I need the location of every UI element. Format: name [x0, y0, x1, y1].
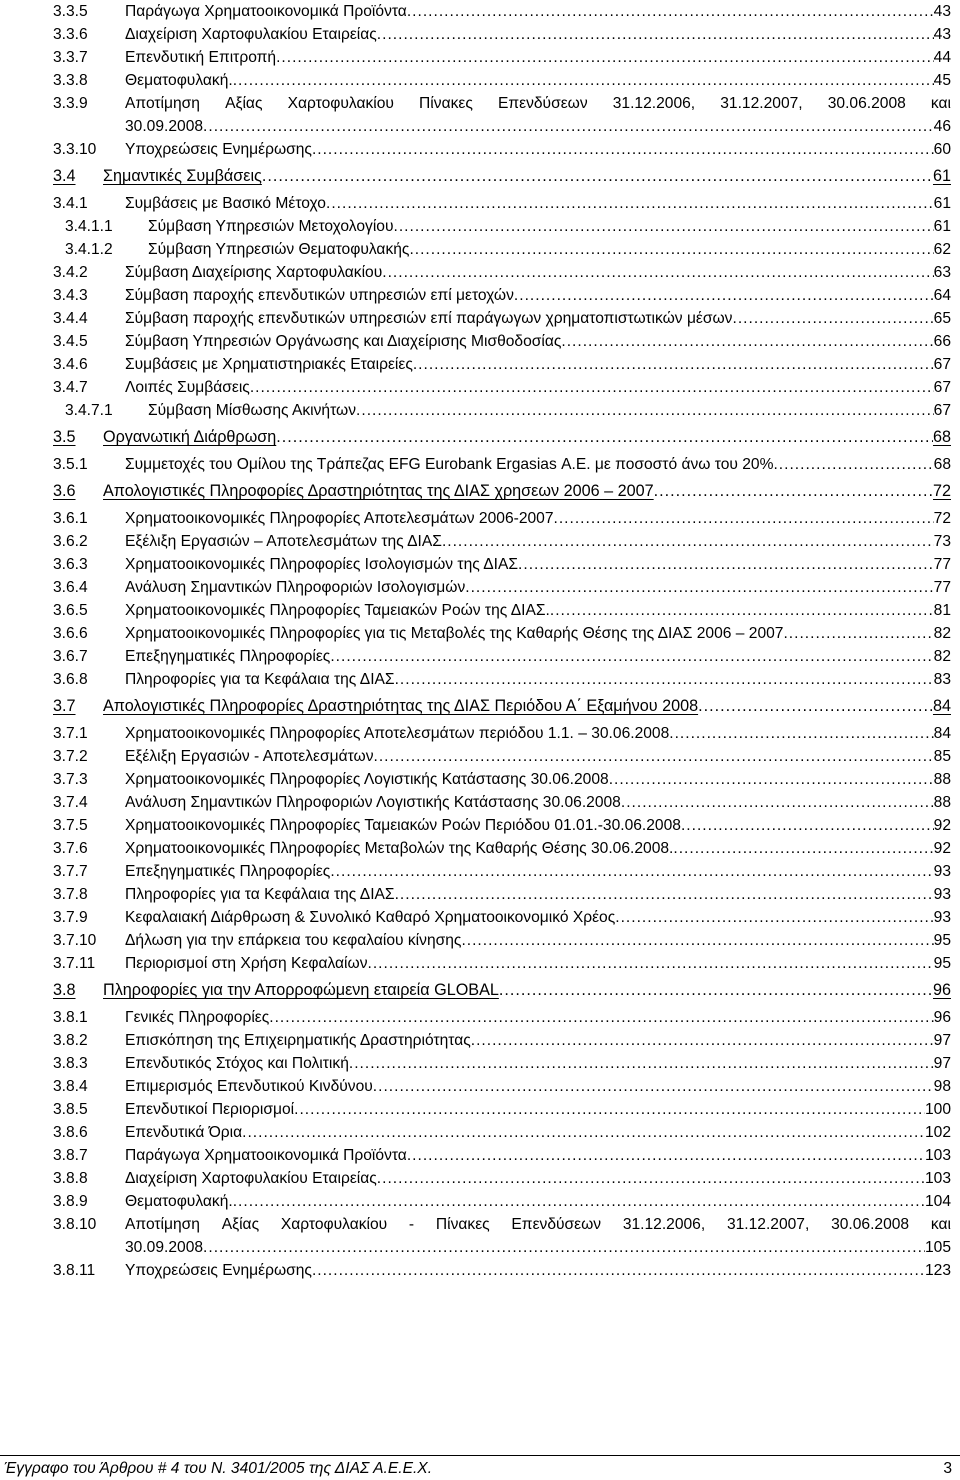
dot-leader [330, 860, 933, 883]
toc-entry[interactable] [0, 261, 960, 284]
toc-entry-title: Χρηματοοικονομικές Πληροφορίες Αποτελεσμάτων 2006-2007 [125, 510, 554, 527]
toc-entry[interactable] [0, 553, 960, 576]
dot-leader [356, 399, 934, 422]
footer-page-number: 3 [943, 1460, 952, 1477]
toc-entry-page: 85 [933, 748, 951, 765]
toc-entry-number: 3.4.5 [53, 333, 88, 350]
dot-leader [407, 0, 934, 23]
toc-entry[interactable] [0, 1167, 960, 1190]
dot-leader [681, 814, 934, 837]
toc-entry-number: 3.7.9 [53, 909, 88, 926]
toc-entry-number: 3.8.7 [53, 1147, 88, 1164]
toc-title-word: Αποτίμηση [125, 1216, 200, 1233]
toc-entry[interactable] [0, 215, 960, 238]
toc-entry-number: 3.8.11 [53, 1262, 96, 1279]
toc-entry[interactable] [0, 768, 960, 791]
toc-entry-title: Χρηματοοικονομικές Πληροφορίες για τις Μεταβολές της Καθαρής Θέσης της ΔΙΑΣ 2006 – 2007 [125, 625, 784, 642]
toc-entry[interactable] [0, 330, 960, 353]
toc-entry[interactable] [0, 814, 960, 837]
dot-leader [461, 929, 933, 952]
dot-leader [368, 952, 934, 975]
toc-entry-title: Συμβάσεις με Βασικό Μέτοχο [125, 195, 326, 212]
toc-entry-number: 3.5.1 [53, 456, 88, 473]
toc-entry-number: 3.8.4 [53, 1078, 88, 1095]
toc-entry-number: 3.4.1 [53, 195, 88, 212]
toc-title-word: - [408, 1216, 415, 1233]
toc-entry-number: 3.4.6 [53, 356, 88, 373]
toc-entry-page: 103 [924, 1170, 951, 1187]
toc-entry-page: 97 [933, 1032, 951, 1049]
toc-entry-page: 72 [932, 482, 951, 500]
dot-leader [294, 1098, 925, 1121]
toc-entry[interactable] [0, 1029, 960, 1052]
toc-entry[interactable] [0, 1259, 960, 1282]
dot-leader [621, 791, 934, 814]
toc-entry-page: 103 [924, 1147, 951, 1164]
toc-entry[interactable] [0, 530, 960, 553]
toc-entry-title: Υποχρεώσεις Ενημέρωσης [125, 141, 312, 158]
toc-entry-number: 3.7 [53, 697, 76, 715]
toc-entry[interactable] [0, 507, 960, 530]
toc-entry-title: Χρηματοοικονομικές Πληροφορίες Ταμειακών Ροών Περιόδου 01.01.-30.06.2008 [125, 817, 681, 834]
page-footer [0, 1458, 960, 1480]
toc-entry-page: 92 [933, 840, 951, 857]
footer-text: Έγγραφο του Άρθρου # 4 του Ν. 3401/2005 της ΔΙΑΣ Α.Ε.Ε.Χ. [4, 1460, 433, 1477]
dot-leader [413, 353, 934, 376]
dot-leader [349, 1052, 934, 1075]
toc-entry-number: 3.6.6 [53, 625, 88, 642]
toc-entry-number: 3.4.3 [53, 287, 88, 304]
toc-entry-number: 3.3.6 [53, 26, 88, 43]
toc-entry-page: 98 [933, 1078, 951, 1095]
toc-entry-title: Ανάλυση Σημαντικών Πληροφοριών Ισολογισμών [125, 579, 466, 596]
dot-leader [499, 979, 933, 1002]
toc-entry-page: 102 [924, 1124, 951, 1141]
toc-entry-number: 3.8.6 [53, 1124, 88, 1141]
toc-entry[interactable] [0, 399, 960, 422]
toc-entry[interactable] [0, 599, 960, 622]
toc-entry[interactable] [0, 92, 960, 138]
toc-entry-title: Χρηματοοικονομικές Πληροφορίες Μεταβολών της Καθαρής Θέσης 30.06.2008. [125, 840, 674, 857]
toc-entry-page: 105 [924, 1239, 951, 1256]
dot-leader [554, 507, 934, 530]
toc-entry-number: 3.4 [53, 167, 76, 185]
dot-leader [312, 1259, 925, 1282]
toc-entry-number: 3.7.3 [53, 771, 88, 788]
toc-entry-title: Σύμβαση Υπηρεσιών Οργάνωσης και Διαχείρισης Μισθοδοσίας [125, 333, 562, 350]
toc-entry[interactable] [0, 668, 960, 691]
toc-entry[interactable] [0, 23, 960, 46]
toc-entry-number: 3.6 [53, 482, 76, 500]
toc-entry-number: 3.7.8 [53, 886, 88, 903]
toc-entry-title: Επεξηγηματικές Πληροφορίες [125, 863, 331, 880]
toc-entry[interactable] [0, 695, 960, 718]
dot-leader [669, 722, 933, 745]
toc-entry[interactable] [0, 426, 960, 449]
toc-entry-number: 3.3.5 [53, 3, 88, 20]
toc-entry-page: 44 [933, 49, 951, 66]
dot-leader [373, 1075, 934, 1098]
toc-entry[interactable] [0, 353, 960, 376]
toc-entry-title: Διαχείριση Χαρτοφυλακίου Εταιρείας [125, 26, 377, 43]
toc-entry-page: 84 [933, 725, 951, 742]
toc-entry-title: Απολογιστικές Πληροφορίες Δραστηριότητας της ΔΙΑΣ χρησεων 2006 – 2007 [103, 482, 654, 500]
toc-entry-page: 84 [932, 697, 951, 715]
dot-leader [673, 837, 933, 860]
toc-entry-title: Θεματοφυλακή. [125, 1193, 233, 1210]
toc-entry-title: Σύμβαση Υπηρεσιών Θεματοφυλακής [148, 241, 410, 258]
toc-entry[interactable] [0, 453, 960, 476]
dot-leader [377, 1167, 925, 1190]
toc-entry-number: 3.6.8 [53, 671, 88, 688]
toc-entry[interactable] [0, 860, 960, 883]
toc-entry-page: 61 [933, 195, 951, 212]
toc-entry-number: 3.3.9 [53, 95, 88, 112]
toc-entry-number: 3.4.1.2 [65, 241, 113, 258]
dot-leader [242, 1121, 925, 1144]
toc-entry-title: Επενδυτικός Στόχος και Πολιτική [125, 1055, 349, 1072]
toc-entry-title: Επισκόπηση της Επιχειρηματικής Δραστηριότητας [125, 1032, 471, 1049]
toc-entry-title: 30.09.2008 [125, 1239, 204, 1256]
toc-entry-title: Υποχρεώσεις Ενημέρωσης [125, 1262, 312, 1279]
toc-entry-number: 3.7.7 [53, 863, 88, 880]
toc-entry-title: Διαχείριση Χαρτοφυλακίου Εταιρείας [125, 1170, 377, 1187]
toc-entry-page: 68 [932, 428, 951, 446]
toc-entry[interactable] [0, 284, 960, 307]
toc-entry[interactable] [0, 791, 960, 814]
toc-entry-page: 46 [933, 118, 951, 135]
toc-title-word: Αξίας [221, 1216, 260, 1233]
toc-entry-title: Χρηματοοικονομικές Πληροφορίες Λογιστικής Κατάστασης 30.06.2008 [125, 771, 609, 788]
dot-leader [276, 426, 933, 449]
toc-title-word: 31.12.2007, [720, 95, 803, 112]
dot-leader [374, 745, 934, 768]
toc-entry-page: 60 [933, 141, 951, 158]
dot-leader [276, 46, 934, 69]
toc-entry[interactable] [0, 376, 960, 399]
toc-entry-title: Παράγωγα Χρηματοοικονομικά Προϊόντα [125, 1147, 407, 1164]
toc-entry[interactable] [0, 480, 960, 503]
toc-title-word: Αξίας [225, 95, 263, 112]
toc-entry-page: 61 [933, 218, 951, 235]
toc-entry-title: Εξέλιξη Εργασιών - Αποτελεσμάτων [125, 748, 374, 765]
toc-entry-number: 3.7.10 [53, 932, 97, 949]
dot-leader [382, 261, 933, 284]
toc-entry-number: 3.6.4 [53, 579, 88, 596]
dot-leader [409, 238, 933, 261]
dot-leader [377, 23, 934, 46]
toc-entry-title: Επενδυτικά Όρια [125, 1124, 243, 1141]
toc-entry-page: 96 [932, 981, 951, 999]
toc-entry-page: 93 [933, 909, 951, 926]
toc-entry-number: 3.7.6 [53, 840, 88, 857]
dot-leader [442, 530, 934, 553]
toc-entry-number: 3.4.1.1 [65, 218, 113, 235]
toc-entry-page: 67 [933, 356, 951, 373]
dot-leader [654, 480, 933, 503]
toc-entry-page: 72 [933, 510, 951, 527]
dot-leader [407, 1144, 925, 1167]
toc-entry-title: Χρηματοοικονομικές Πληροφορίες Ισολογισμών της ΔΙΑΣ [125, 556, 519, 573]
toc-entry-title: Σημαντικές Συμβάσεις [103, 167, 262, 185]
toc-entry[interactable] [0, 192, 960, 215]
toc-entry-number: 3.7.4 [53, 794, 88, 811]
toc-title-word: Πίνακες [419, 95, 473, 112]
toc-title-word: και [930, 1216, 951, 1233]
toc-entry-page: 88 [933, 794, 951, 811]
dot-leader [783, 622, 933, 645]
toc-entry[interactable] [0, 576, 960, 599]
toc-title-word: και [930, 95, 951, 112]
toc-title-word: Αποτίμηση [125, 95, 200, 112]
toc-entry-number: 3.7.2 [53, 748, 88, 765]
toc-title-word: 31.12.2007, [726, 1216, 810, 1233]
toc-entry-page: 73 [933, 533, 951, 550]
toc-entry-page: 123 [924, 1262, 951, 1279]
toc-entry[interactable] [0, 1190, 960, 1213]
toc-entry-number: 3.8.1 [53, 1009, 88, 1026]
toc-entry-number: 3.7.5 [53, 817, 88, 834]
toc-title-word: Πίνακες [435, 1216, 490, 1233]
toc-entry-number: 3.4.2 [53, 264, 88, 281]
toc-entry-title: Κεφαλαιακή Διάρθρωση & Συνολικό Καθαρό Χρηματοοικονομικό Χρέος [125, 909, 616, 926]
dot-leader [518, 553, 934, 576]
toc-entry-number: 3.8.3 [53, 1055, 88, 1072]
dot-leader [262, 165, 933, 188]
toc-entry[interactable] [0, 722, 960, 745]
toc-entry[interactable] [0, 238, 960, 261]
toc-entry-page: 81 [933, 602, 951, 619]
toc-entry[interactable] [0, 883, 960, 906]
toc-entry-title: Συμμετοχές του Ομίλου της Τράπεζας EFG Eurobank Ergasias Α.Ε. με ποσοστό άνω του 20% [125, 456, 774, 473]
toc-entry[interactable] [0, 622, 960, 645]
toc-entry-page: 93 [933, 863, 951, 880]
toc-entry-page: 92 [933, 817, 951, 834]
toc-entry-page: 67 [933, 402, 951, 419]
toc-entry-title: Πληροφορίες για τα Κεφάλαια της ΔΙΑΣ [125, 671, 395, 688]
dot-leader [250, 376, 934, 399]
toc-entry-title: Χρηματοοικονομικές Πληροφορίες Αποτελεσμάτων περιόδου 1.1. – 30.06.2008 [125, 725, 670, 742]
toc-entry[interactable] [0, 1075, 960, 1098]
toc-entry-page: 45 [933, 72, 951, 89]
toc-entry-number: 3.7.11 [53, 955, 96, 972]
toc-entry-title: Πληροφορίες για την Απορροφώμενη εταιρεία GLOBAL [103, 981, 499, 999]
dot-leader [233, 1190, 925, 1213]
toc-entry-number: 3.3.7 [53, 49, 88, 66]
toc-entry-page: 82 [933, 625, 951, 642]
toc-entry-number: 3.8.5 [53, 1101, 88, 1118]
toc-entry-number: 3.3.10 [53, 141, 97, 158]
toc-entry[interactable] [0, 645, 960, 668]
toc-title-word: 31.12.2006, [622, 1216, 706, 1233]
toc-entry[interactable] [0, 906, 960, 929]
toc-entry-page: 93 [933, 886, 951, 903]
toc-entry-title: Επενδυτικοί Περιορισμοί [125, 1101, 295, 1118]
toc-title-word: 31.12.2006, [612, 95, 696, 112]
toc-entry-page: 67 [933, 379, 951, 396]
toc-entry[interactable] [0, 837, 960, 860]
toc-entry-number: 3.7.1 [53, 725, 88, 742]
dot-leader [330, 645, 933, 668]
toc-entry-page: 68 [933, 456, 951, 473]
toc-entry-number: 3.8 [53, 981, 76, 999]
toc-entry-title: Περιορισμοί στη Χρήση Κεφαλαίων [125, 955, 368, 972]
toc-entry-page: 43 [933, 3, 951, 20]
toc-entry-page: 77 [933, 556, 951, 573]
toc-entry-page: 82 [933, 648, 951, 665]
toc-entry-title: Συμβάσεις με Χρηματιστηριακές Εταιρείες [125, 356, 413, 373]
toc-entry-number: 3.6.7 [53, 648, 88, 665]
dot-leader [312, 138, 934, 161]
toc-entry-title: Σύμβαση Διαχείρισης Χαρτοφυλακίου [125, 264, 383, 281]
toc-entry[interactable] [0, 1098, 960, 1121]
toc-entry[interactable] [0, 1006, 960, 1029]
toc-entry-number: 3.4.4 [53, 310, 88, 327]
toc-entry-title: Επενδυτική Επιτροπή [125, 49, 277, 66]
toc-entry-page: 63 [933, 264, 951, 281]
toc-title-word: 30.06.2008 [831, 1216, 910, 1233]
toc-entry-title: Επιμερισμός Επενδυτικού Κινδύνου [125, 1078, 373, 1095]
dot-leader [471, 1029, 934, 1052]
toc-entry-page: 65 [933, 310, 951, 327]
toc-entry-title: Γενικές Πληροφορίες [125, 1009, 270, 1026]
toc-entry-title: Εξέλιξη Εργασιών – Αποτελεσμάτων της ΔΙΑΣ [125, 533, 442, 550]
toc-entry-page: 77 [933, 579, 951, 596]
toc-entry[interactable] [0, 952, 960, 975]
toc-entry-page: 95 [933, 932, 951, 949]
footer-divider [0, 1455, 960, 1456]
toc-entry-page: 64 [933, 287, 951, 304]
toc-entry-page: 61 [932, 167, 951, 185]
dot-leader [203, 115, 934, 138]
toc-entry-title: Σύμβαση παροχής επενδυτικών υπηρεσιών επί μετοχών [125, 287, 514, 304]
toc-entry-number: 3.6.5 [53, 602, 88, 619]
toc-entry-number: 3.5 [53, 428, 76, 446]
dot-leader [514, 284, 934, 307]
toc-entry-page: 88 [933, 771, 951, 788]
dot-leader [550, 599, 934, 622]
toc-entry-title-line1 [125, 92, 951, 115]
dot-leader [203, 1236, 925, 1259]
toc-title-word: 30.06.2008 [827, 95, 906, 112]
dot-leader [269, 1006, 933, 1029]
dot-leader [465, 576, 933, 599]
toc-entry-title: Οργανωτική Διάρθρωση [103, 428, 277, 446]
toc-entry-number: 3.3.8 [53, 72, 88, 89]
dot-leader [732, 307, 933, 330]
toc-entry[interactable] [0, 1121, 960, 1144]
toc-entry[interactable] [0, 165, 960, 188]
toc-entry-title: Λοιπές Συμβάσεις [125, 379, 250, 396]
toc-entry[interactable] [0, 1213, 960, 1259]
toc-title-word: Χαρτοφυλακίου [280, 1216, 388, 1233]
toc-title-word: Επενδύσεων [497, 95, 588, 112]
toc-entry-title: Θεματοφυλακή. [125, 72, 233, 89]
toc-entry-page: 96 [933, 1009, 951, 1026]
toc-entry-number: 3.8.2 [53, 1032, 88, 1049]
dot-leader [326, 192, 934, 215]
toc-entry-number: 3.8.8 [53, 1170, 88, 1187]
dot-leader [395, 883, 934, 906]
toc-title-word: Χαρτοφυλακίου [287, 95, 394, 112]
toc-entry[interactable] [0, 1144, 960, 1167]
toc-entry-page: 83 [933, 671, 951, 688]
dot-leader [395, 668, 934, 691]
toc-entry-number: 3.6.1 [53, 510, 88, 527]
toc-entry-title: Πληροφορίες για τα Κεφάλαια της ΔΙΑΣ [125, 886, 395, 903]
toc-entry-number: 3.4.7.1 [65, 402, 113, 419]
toc-entry-page: 95 [933, 955, 951, 972]
toc-entry-page: 66 [933, 333, 951, 350]
toc-entry-page: 104 [924, 1193, 951, 1210]
toc-entry-number: 3.8.9 [53, 1193, 88, 1210]
toc-entry-number: 3.4.7 [53, 379, 88, 396]
toc-title-word: Επενδύσεων [511, 1216, 602, 1233]
dot-leader [233, 69, 934, 92]
toc-entry-title: 30.09.2008 [125, 118, 204, 135]
toc-entry[interactable] [0, 745, 960, 768]
toc-entry-title: Χρηματοοικονομικές Πληροφορίες Ταμειακών Ροών της ΔΙΑΣ. [125, 602, 550, 619]
toc-entry[interactable] [0, 69, 960, 92]
toc-entry[interactable] [0, 979, 960, 1002]
toc-entry-title: Παράγωγα Χρηματοοικονομικά Προϊόντα [125, 3, 407, 20]
toc-entry-title: Σύμβαση Υπηρεσιών Μετοχολογίου [148, 218, 394, 235]
toc-entry-page: 100 [924, 1101, 951, 1118]
toc-entry[interactable] [0, 929, 960, 952]
toc-entry-page: 62 [933, 241, 951, 258]
dot-leader [698, 695, 933, 718]
toc-entry-title-line1 [125, 1213, 951, 1236]
toc-entry-title: Απολογιστικές Πληροφορίες Δραστηριότητας της ΔΙΑΣ Περιόδου Α΄ Εξαμήνου 2008 [103, 697, 699, 715]
toc-entry-title: Σύμβαση Μίσθωσης Ακινήτων [148, 402, 357, 419]
toc-entry[interactable] [0, 1052, 960, 1075]
toc-entry-title: Σύμβαση παροχής επενδυτικών υπηρεσιών επί παράγωγων χρηματοπιστωτικών μέσων [125, 310, 733, 327]
dot-leader [773, 453, 933, 476]
dot-leader [561, 330, 933, 353]
toc-entry-page: 43 [933, 26, 951, 43]
dot-leader [394, 215, 934, 238]
toc-entry[interactable] [0, 46, 960, 69]
dot-leader [615, 906, 933, 929]
toc-entry[interactable] [0, 307, 960, 330]
toc-entry-title: Επεξηγηματικές Πληροφορίες [125, 648, 331, 665]
toc-entry-number: 3.6.3 [53, 556, 88, 573]
toc-entry-title: Δήλωση για την επάρκεια του κεφαλαίου κίνησης [125, 932, 462, 949]
dot-leader [609, 768, 934, 791]
toc-entry-number: 3.8.10 [53, 1216, 97, 1233]
toc-entry[interactable] [0, 138, 960, 161]
toc-entry-number: 3.6.2 [53, 533, 88, 550]
toc-entry-title: Ανάλυση Σημαντικών Πληροφοριών Λογιστικής Κατάστασης 30.06.2008 [125, 794, 621, 811]
toc-entry[interactable] [0, 0, 960, 23]
toc-entry-page: 97 [933, 1055, 951, 1072]
